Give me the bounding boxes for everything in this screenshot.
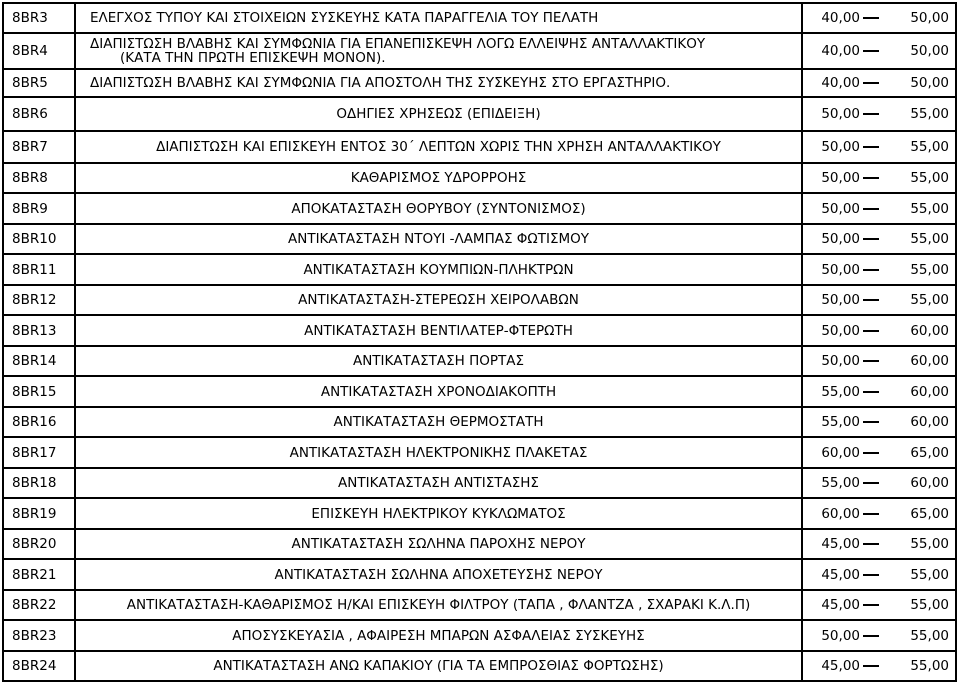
price-high: 65,00 bbox=[882, 437, 956, 468]
service-description bbox=[75, 224, 802, 254]
price-range-separator bbox=[860, 590, 882, 620]
dash-mark bbox=[863, 574, 879, 576]
table-row bbox=[3, 163, 956, 193]
description-line: ΑΝΤΙΚΑΤΑΣΤΑΣΗ ΒΕΝΤΙΛΑΤΕΡ-ΦΤΕΡΩΤΗ bbox=[304, 322, 573, 339]
price-table bbox=[2, 2, 957, 682]
price-low: 45,00 bbox=[802, 651, 860, 681]
service-code: 8BR11 bbox=[3, 254, 75, 285]
price-low: 40,00 bbox=[802, 69, 860, 97]
description-line: ΑΝΤΙΚΑΤΑΣΤΑΣΗ ΗΛΕΚΤΡΟΝΙΚΗΣ ΠΛΑΚΕΤΑΣ bbox=[289, 444, 588, 461]
description-line: ΑΝΤΙΚΑΤΑΣΤΑΣΗ-ΣΤΕΡΕΩΣΗ ΧΕΙΡΟΛΑΒΩΝ bbox=[298, 292, 579, 308]
price-high: 60,00 bbox=[882, 468, 956, 498]
dash-mark bbox=[863, 604, 879, 606]
price-high: 65,00 bbox=[882, 498, 956, 529]
price-range-separator bbox=[860, 285, 882, 315]
service-description bbox=[75, 590, 802, 620]
price-high: 60,00 bbox=[882, 315, 956, 346]
price-low: 40,00 bbox=[802, 3, 860, 33]
price-range-separator bbox=[860, 224, 882, 254]
price-low: 45,00 bbox=[802, 590, 860, 620]
service-code: 8BR15 bbox=[3, 376, 75, 407]
price-low: 45,00 bbox=[802, 559, 860, 590]
table-row bbox=[3, 224, 956, 254]
service-code: 8BR19 bbox=[3, 498, 75, 529]
price-low: 60,00 bbox=[802, 437, 860, 468]
dash-mark bbox=[863, 50, 879, 52]
price-range-separator bbox=[860, 468, 882, 498]
table-row bbox=[3, 3, 956, 33]
price-high: 60,00 bbox=[882, 346, 956, 376]
service-description bbox=[75, 193, 802, 224]
description-line: ΑΝΤΙΚΑΤΑΣΤΑΣΗ-ΚΑΘΑΡΙΣΜΟΣ Η/ΚΑΙ ΕΠΙΣΚΕΥΗ ΦΙΛΤΡΟΥ (ΤΑΠΑ , ΦΛΑΝΤΖΑ , ΣΧΑΡΑΚΙ Κ.Λ.Π) bbox=[126, 597, 751, 613]
price-high: 55,00 bbox=[882, 590, 956, 620]
service-code: 8BR13 bbox=[3, 315, 75, 346]
description-line: ΑΝΤΙΚΑΤΑΣΤΑΣΗ ΧΡΟΝΟΔΙΑΚΟΠΤΗ bbox=[320, 383, 557, 400]
description-line: ΑΝΤΙΚΑΤΑΣΤΑΣΗ ΑΝΩ ΚΑΠΑΚΙΟΥ (ΓΙΑ ΤΑ ΕΜΠΡΟΣΘΙΑΣ ΦΟΡΤΩΣΗΣ) bbox=[213, 658, 664, 674]
service-code: 8BR22 bbox=[3, 590, 75, 620]
price-range-separator bbox=[860, 407, 882, 437]
description-line: ΑΝΤΙΚΑΤΑΣΤΑΣΗ ΘΕΡΜΟΣΤΑΤΗ bbox=[333, 414, 544, 430]
price-range-separator bbox=[860, 131, 882, 163]
service-code: 8BR21 bbox=[3, 559, 75, 590]
service-description bbox=[75, 529, 802, 559]
service-description bbox=[75, 468, 802, 498]
description-line: ΑΝΤΙΚΑΤΑΣΤΑΣΗ ΣΩΛΗΝΑ ΑΠΟΧΕΤΕΥΣΗΣ ΝΕΡΟΥ bbox=[274, 566, 603, 583]
price-range-separator bbox=[860, 559, 882, 590]
price-low: 50,00 bbox=[802, 254, 860, 285]
description-line: ΔΙΑΠΙΣΤΩΣΗ ΒΛΑΒΗΣ ΚΑΙ ΣΥΜΦΩΝΙΑ ΓΙΑ ΑΠΟΣΤΟΛΗ ΤΗΣ ΣΥΣΚΕΥΗΣ ΣΤΟ ΕΡΓΑΣΤΗΡΙΟ. bbox=[90, 75, 671, 91]
table-row bbox=[3, 285, 956, 315]
service-description bbox=[75, 97, 802, 131]
description-line: (ΚΑΤΑ ΤΗΝ ΠΡΩΤΗ ΕΠΙΣΚΕΨΗ ΜΟΝΟΝ). bbox=[120, 50, 386, 66]
description-line: ΑΝΤΙΚΑΤΑΣΤΑΣΗ ΠΟΡΤΑΣ bbox=[352, 353, 525, 369]
table-row bbox=[3, 437, 956, 468]
description-line: ΑΝΤΙΚΑΤΑΣΤΑΣΗ ΣΩΛΗΝΑ ΠΑΡΟΧΗΣ ΝΕΡΟΥ bbox=[291, 536, 586, 552]
table-row bbox=[3, 254, 956, 285]
service-description bbox=[75, 131, 802, 163]
description-line: ΑΠΟΚΑΤΑΣΤΑΣΗ ΘΟΡΥΒΟΥ (ΣΥΝΤΟΝΙΣΜΟΣ) bbox=[291, 200, 586, 217]
dash-mark bbox=[863, 543, 879, 545]
price-high: 55,00 bbox=[882, 285, 956, 315]
price-low: 50,00 bbox=[802, 163, 860, 193]
price-high: 55,00 bbox=[882, 559, 956, 590]
service-description bbox=[75, 437, 802, 468]
price-high: 55,00 bbox=[882, 97, 956, 131]
service-code: 8BR20 bbox=[3, 529, 75, 559]
dash-mark bbox=[863, 208, 879, 210]
price-low: 50,00 bbox=[802, 224, 860, 254]
price-table-body bbox=[3, 3, 956, 681]
dash-mark bbox=[863, 421, 879, 423]
dash-mark bbox=[863, 452, 879, 454]
price-low: 40,00 bbox=[802, 33, 860, 69]
dash-mark bbox=[863, 82, 879, 84]
table-row bbox=[3, 376, 956, 407]
description-line: ΔΙΑΠΙΣΤΩΣΗ ΒΛΑΒΗΣ ΚΑΙ ΣΥΜΦΩΝΙΑ ΓΙΑ ΕΠΑΝΕΠΙΣΚΕΨΗ ΛΟΓΩ ΕΛΛΕΙΨΗΣ ΑΝΤΑΛΛΑΚΤΙΚΟΥ bbox=[90, 36, 706, 52]
service-description bbox=[75, 3, 802, 33]
price-high: 55,00 bbox=[882, 131, 956, 163]
table-row bbox=[3, 69, 956, 97]
dash-mark bbox=[863, 635, 879, 637]
table-row bbox=[3, 651, 956, 681]
service-code: 8BR5 bbox=[3, 69, 75, 97]
price-low: 55,00 bbox=[802, 407, 860, 437]
service-code: 8BR17 bbox=[3, 437, 75, 468]
price-high: 50,00 bbox=[882, 33, 956, 69]
service-code: 8BR6 bbox=[3, 97, 75, 131]
price-range-separator bbox=[860, 437, 882, 468]
price-range-separator bbox=[860, 346, 882, 376]
dash-mark bbox=[863, 146, 879, 148]
price-low: 50,00 bbox=[802, 131, 860, 163]
price-low: 50,00 bbox=[802, 620, 860, 651]
service-code: 8BR10 bbox=[3, 224, 75, 254]
service-description bbox=[75, 559, 802, 590]
price-high: 55,00 bbox=[882, 193, 956, 224]
dash-mark bbox=[863, 665, 879, 667]
service-description bbox=[75, 651, 802, 681]
description-line: ΑΝΤΙΚΑΤΑΣΤΑΣΗ ΚΟΥΜΠΙΩΝ-ΠΛΗΚΤΡΩΝ bbox=[303, 261, 574, 278]
price-high: 55,00 bbox=[882, 224, 956, 254]
price-high: 50,00 bbox=[882, 3, 956, 33]
price-range-separator bbox=[860, 69, 882, 97]
price-high: 60,00 bbox=[882, 407, 956, 437]
description-line: ΑΝΤΙΚΑΤΑΣΤΑΣΗ ΝΤΟΥΙ -ΛΑΜΠΑΣ ΦΩΤΙΣΜΟΥ bbox=[287, 231, 590, 247]
price-range-separator bbox=[860, 163, 882, 193]
table-row bbox=[3, 590, 956, 620]
service-description bbox=[75, 376, 802, 407]
description-line: ΟΔΗΓΙΕΣ ΧΡΗΣΕΩΣ (ΕΠΙΔΕΙΞΗ) bbox=[336, 106, 541, 122]
table-row bbox=[3, 498, 956, 529]
service-code: 8BR3 bbox=[3, 3, 75, 33]
price-range-separator bbox=[860, 315, 882, 346]
dash-mark bbox=[863, 113, 879, 115]
service-code: 8BR7 bbox=[3, 131, 75, 163]
dash-mark bbox=[863, 391, 879, 393]
service-description bbox=[75, 346, 802, 376]
table-row bbox=[3, 559, 956, 590]
dash-mark bbox=[863, 299, 879, 301]
price-range-separator bbox=[860, 498, 882, 529]
service-description bbox=[75, 33, 802, 69]
table-row bbox=[3, 346, 956, 376]
price-high: 55,00 bbox=[882, 529, 956, 559]
price-range-separator bbox=[860, 254, 882, 285]
price-low: 50,00 bbox=[802, 346, 860, 376]
service-description bbox=[75, 285, 802, 315]
service-description bbox=[75, 254, 802, 285]
price-range-separator bbox=[860, 620, 882, 651]
price-low: 60,00 bbox=[802, 498, 860, 529]
price-low: 55,00 bbox=[802, 468, 860, 498]
service-code: 8BR23 bbox=[3, 620, 75, 651]
dash-mark bbox=[863, 177, 879, 179]
table-row bbox=[3, 529, 956, 559]
price-range-separator bbox=[860, 97, 882, 131]
table-row bbox=[3, 193, 956, 224]
dash-mark bbox=[863, 482, 879, 484]
description-line: ΕΠΙΣΚΕΥΗ ΗΛΕΚΤΡΙΚΟΥ ΚΥΚΛΩΜΑΤΟΣ bbox=[311, 505, 566, 522]
service-code: 8BR16 bbox=[3, 407, 75, 437]
table-row bbox=[3, 33, 956, 69]
price-low: 50,00 bbox=[802, 315, 860, 346]
description-line: ΑΝΤΙΚΑΤΑΣΤΑΣΗ ΑΝΤΙΣΤΑΣΗΣ bbox=[338, 475, 539, 491]
service-code: 8BR14 bbox=[3, 346, 75, 376]
description-line: ΔΙΑΠΙΣΤΩΣΗ ΚΑΙ ΕΠΙΣΚΕΥΗ ΕΝΤΟΣ 30΄ ΛΕΠΤΩΝ ΧΩΡΙΣ ΤΗΝ ΧΡΗΣΗ ΑΝΤΑΛΛΑΚΤΙΚΟΥ bbox=[156, 139, 721, 155]
table-row bbox=[3, 131, 956, 163]
price-high: 50,00 bbox=[882, 69, 956, 97]
service-description bbox=[75, 69, 802, 97]
service-description bbox=[75, 407, 802, 437]
service-description bbox=[75, 498, 802, 529]
dash-mark bbox=[863, 269, 879, 271]
price-low: 55,00 bbox=[802, 376, 860, 407]
price-high: 55,00 bbox=[882, 254, 956, 285]
service-code: 8BR24 bbox=[3, 651, 75, 681]
price-low: 50,00 bbox=[802, 193, 860, 224]
table-row bbox=[3, 97, 956, 131]
price-high: 55,00 bbox=[882, 620, 956, 651]
service-description bbox=[75, 315, 802, 346]
dash-mark bbox=[863, 360, 879, 362]
price-high: 60,00 bbox=[882, 376, 956, 407]
dash-mark bbox=[863, 17, 879, 19]
service-code: 8BR9 bbox=[3, 193, 75, 224]
price-range-separator bbox=[860, 376, 882, 407]
service-code: 8BR4 bbox=[3, 33, 75, 69]
table-row bbox=[3, 315, 956, 346]
price-range-separator bbox=[860, 33, 882, 69]
description-line: ΑΠΟΣΥΣΚΕΥΑΣΙΑ , ΑΦΑΙΡΕΣΗ ΜΠΑΡΩΝ ΑΣΦΑΛΕΙΑΣ ΣΥΣΚΕΥΗΣ bbox=[232, 627, 645, 644]
description-line: ΕΛΕΓΧΟΣ ΤΥΠΟΥ ΚΑΙ ΣΤΟΙΧΕΙΩΝ ΣΥΣΚΕΥΗΣ ΚΑΤΑ ΠΑΡΑΓΓΕΛΙΑ ΤΟΥ ΠΕΛΑΤΗ bbox=[90, 10, 599, 26]
price-range-separator bbox=[860, 3, 882, 33]
dash-mark bbox=[863, 238, 879, 240]
price-low: 45,00 bbox=[802, 529, 860, 559]
service-code: 8BR8 bbox=[3, 163, 75, 193]
price-range-separator bbox=[860, 651, 882, 681]
price-range-separator bbox=[860, 529, 882, 559]
price-range-separator bbox=[860, 193, 882, 224]
price-high: 55,00 bbox=[882, 163, 956, 193]
service-code: 8BR18 bbox=[3, 468, 75, 498]
price-high: 55,00 bbox=[882, 651, 956, 681]
price-low: 50,00 bbox=[802, 97, 860, 131]
service-description bbox=[75, 620, 802, 651]
service-description bbox=[75, 163, 802, 193]
table-row bbox=[3, 407, 956, 437]
description-line: ΚΑΘΑΡΙΣΜΟΣ ΥΔΡΟΡΡΟΗΣ bbox=[350, 170, 527, 186]
dash-mark bbox=[863, 330, 879, 332]
table-row bbox=[3, 620, 956, 651]
price-low: 50,00 bbox=[802, 285, 860, 315]
table-row bbox=[3, 468, 956, 498]
service-code: 8BR12 bbox=[3, 285, 75, 315]
dash-mark bbox=[863, 513, 879, 515]
